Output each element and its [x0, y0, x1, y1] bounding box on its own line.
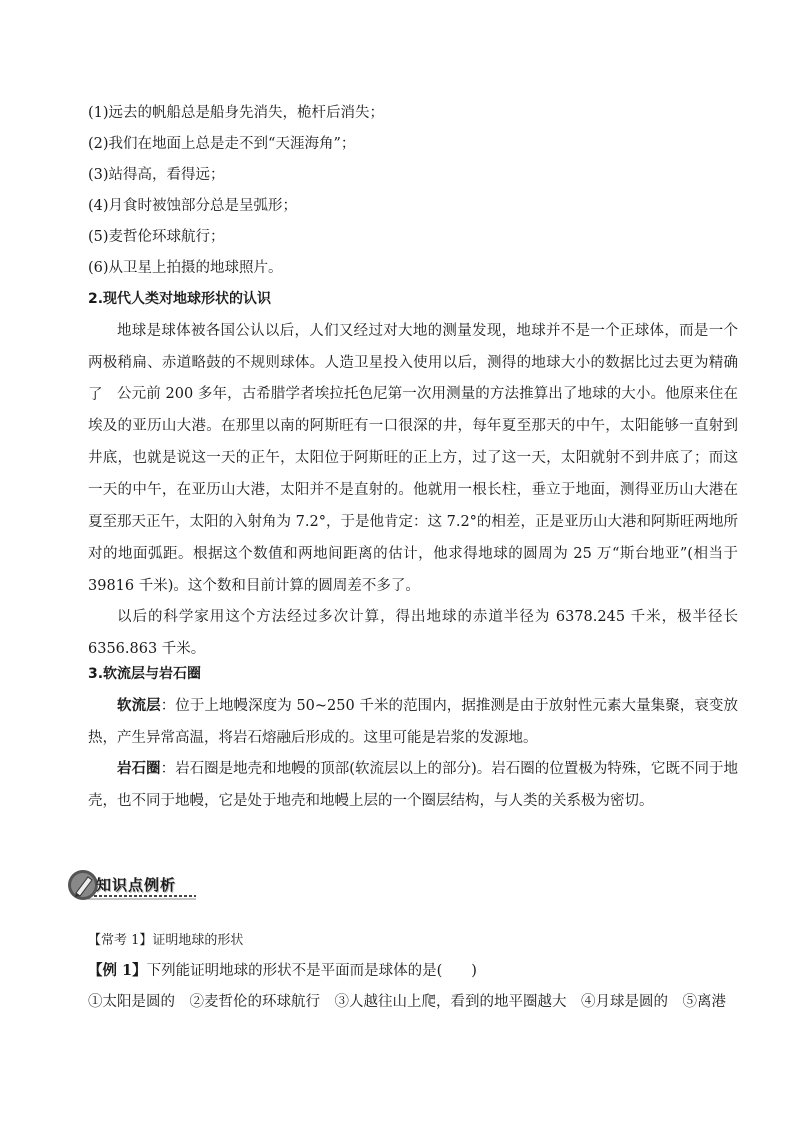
exam-point-label: 【常考 1】证明地球的形状: [88, 933, 244, 948]
term-lithosphere: 岩石圈: [117, 761, 161, 777]
section-heading-2: 2.现代人类对地球形状的认识: [88, 291, 272, 307]
list-item-2: (2)我们在地面上总是走不到“天涯海角”；: [88, 136, 356, 152]
example-text: 下列能证明地球的形状不是平面而是球体的是( ): [146, 963, 477, 979]
paragraph-modern-understanding: 地球是球体被各国公认以后，人们又经过对大地的测量发现，地球并不是一个正球体，而是一个两极稍扁、赤道略鼓的不规则球体。人造卫星投入使用以后，测得的地球大小的数据比过去更为精确了: [88, 323, 738, 403]
pen-icon: [66, 868, 100, 906]
paragraph-eratosthenes: 公元前 200 多年，古希腊学者埃拉托色尼第一次用测量的方法推算出了地球的大小。他原来住在埃及的亚历山大港。在那里以南的阿斯旺有一口很深的井，每年夏至那天的中午，太阳能够一直射到井底，也就是说这一天的正午，太阳位于阿斯旺的正上方，过了这一天，太阳就射不到井底了；而这一天的中午，在亚历山大港，太阳并不是直射的。他就用一根长柱，垂立于地面，测得亚历山大港在夏至那天正午，太阳的入射角为 7.2°，于是他肯定：这 7.2°的相差，正是亚历山大港和阿斯旺两地所对的地面弧距。根据这个数值和两地间距离的估计，他求得地球的圆周为 25 万“斯台地亚”(相当于 39816 千米)。这个数和目前计算的圆周差不多了。: [88, 386, 738, 594]
definition-asthenosphere: ：位于上地幔深度为 50~250 千米的范围内，据推测是由于放射性元素大量集聚，衰变放热，产生异常高温，将岩石熔融后形成的。这里可能是岩浆的发源地。: [88, 698, 739, 746]
list-item-6: (6)从卫星上拍摄的地球照片。: [88, 260, 283, 276]
paragraph-lithosphere: [88, 753, 738, 817]
paragraph-radius: 以后的科学家用这个方法经过多次计算，得出地球的赤道半径为 6378.245 千米，极半径长 6356.863 千米。: [88, 609, 738, 657]
list-item-1: (1)远去的帆船总是船身先消失，桅杆后消失；: [88, 105, 385, 121]
list-item-4: (4)月食时被蚀部分总是呈弧形；: [88, 198, 298, 214]
example-options: ①太阳是圆的 ②麦哲伦的环球航行 ③人越往山上爬，看到的地平圈越大 ④月球是圆的 ⑤离港: [88, 994, 726, 1010]
section-heading-3: 3.软流层与岩石圈: [88, 666, 202, 682]
section-banner: [66, 868, 198, 902]
banner-label: 知识点例析: [96, 876, 177, 894]
list-item-5: (5)麦哲伦环球航行；: [88, 229, 225, 245]
term-asthenosphere: 软流层: [117, 698, 161, 714]
definition-lithosphere: ：岩石圈是地壳和地幔的顶部(软流层以上的部分)。岩石圈的位置极为特殊，它既不同于地壳，也不同于地幔，它是处于地壳和地幔上层的一个圈层结构，与人类的关系极为密切。: [88, 761, 739, 809]
paragraph-asthenosphere: [88, 690, 738, 754]
list-item-3: (3)站得高，看得远；: [88, 167, 225, 183]
example-question: [88, 961, 736, 981]
example-label: 【例 1】: [88, 962, 147, 979]
